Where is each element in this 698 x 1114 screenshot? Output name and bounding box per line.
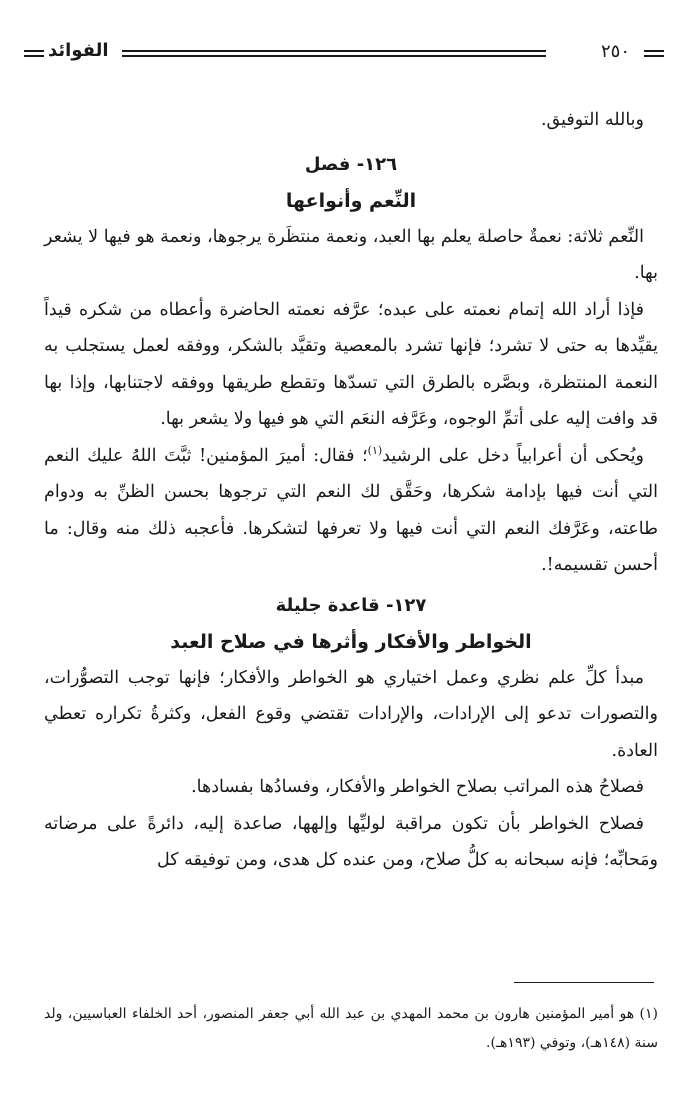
footnote-separator — [514, 982, 654, 983]
header-dash-right — [644, 50, 664, 60]
story-text-end: ؛ فقال: أميرَ المؤمنين! ثبَّتَ اللهُ عليك النعم التي أنت فيها بإدامة شكرها، وحَقَّق لك النعم التي ترجوها بحسن الظنِّ به ودوام طاعته، وعَرَّفك النعم التي أنت فيها ولا تعرفها لتشكرها. فأعجبه ذلك منه وقال: ما أحسن تقسيمه!. — [44, 445, 658, 575]
paragraph-bedouin-story — [44, 438, 658, 584]
section-127-number: ١٢٧- قاعدة جليلة — [275, 594, 427, 616]
footnote-marker: (١) — [367, 443, 383, 457]
paragraph-thoughts-ranks: فصلاحُ هذه المراتب بصلاح الخواطر والأفكار، وفسادُها بفسادها. — [191, 777, 644, 797]
section-127-title: الخواطر والأفكار وأثرها في صلاح العبد — [170, 630, 532, 653]
section-126-number: ١٢٦- فصل — [304, 153, 398, 175]
header-dash-left — [24, 50, 44, 60]
header-rule — [122, 50, 546, 60]
footnote: (١) هو أمير المؤمنين هارون بن محمد المهدي بن عبد الله أبي جعفر المنصور، أحد الخلفاء العباسيين، ولد سنة (١٤٨هـ)، وتوفي (١٩٣هـ). — [44, 1006, 658, 1051]
book-title: الفوائد — [48, 40, 109, 61]
page-number: ٢٥٠ — [600, 41, 630, 62]
paragraph-blessings-types: النِّعم ثلاثة: نعمةٌ حاصلة يعلم بها العبد، ونعمة منتظَرة يرجوها، ونعمة هو فيها لا يشعر بها. — [44, 226, 658, 283]
story-text-start: ويُحكى أن أعرابياً دخل على الرشيد — [382, 445, 644, 466]
paragraph-thoughts-origin: مبدأ كلِّ علم نظري وعمل اختياري هو الخواطر والأفكار؛ فإنها توجب التصوُّرات، والتصورات تدعو إلى الإرادات، والإرادات تقتضي وقوع الفعل، وكثرةُ تكراره تعطي العادة. — [44, 667, 658, 761]
paragraph-completing-blessing: فإذا أراد الله إتمام نعمته على عبده؛ عرَّفه نعمته الحاضرة وأعطاه من شكره قيداً يقيِّدها به حتى لا تشرد؛ فإنها تشرد بالمعصية وتقيَّد بالشكر، ووفقه لعمل يستجلب به النعمة المنتظرة، وبصَّره بالطرق التي تسدّها وتقطع طريقها ووفقه لاجتنابها، وإذا بها قد وافت إليه على أتمِّ الوجوه، وعَرَّفه النعَم التي هو فيها ولا يشعر بها. — [44, 299, 659, 429]
page-body — [44, 100, 658, 879]
page-header — [30, 38, 664, 72]
closing-line: وبالله التوفيق. — [540, 110, 644, 130]
section-126-title: النِّعم وأنواعها — [285, 189, 417, 212]
paragraph-thoughts-rectification: فصلاح الخواطر بأن تكون مراقبة لوليِّها وإلهها، صاعدة إليه، دائرةً على مرضاته ومَحابِّه؛ فإنه سبحانه به كلُّ صلاح، ومن عنده كل هدى، ومن توفيقه كل — [44, 813, 658, 870]
